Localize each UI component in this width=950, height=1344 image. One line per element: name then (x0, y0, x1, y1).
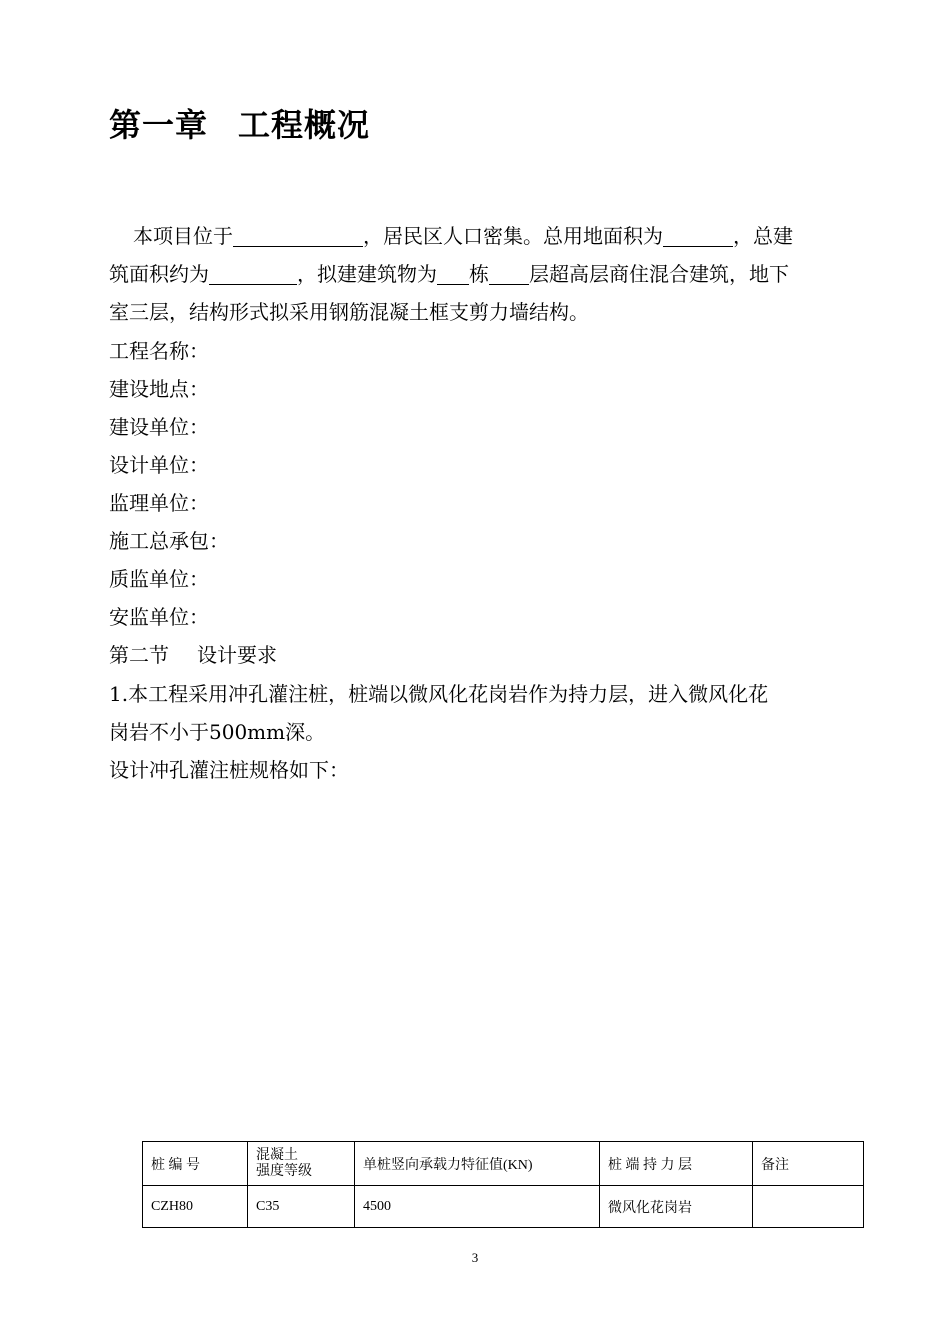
header-pile-number: 桩 编 号 (143, 1142, 248, 1186)
field-project-name: 工程名称： (109, 339, 209, 363)
page-number: 3 (471, 1250, 479, 1265)
table-header-row (143, 1142, 864, 1186)
storey-count-blank (489, 264, 529, 285)
field-safety-supervision: 安监单位： (109, 605, 209, 629)
cell-bearing-capacity: 4500 (355, 1186, 600, 1228)
intro-line-2: 筑面积约为 ，拟建建筑物为 栋 层超高层商住混合建筑，地下 (109, 262, 789, 286)
chapter-title (109, 100, 370, 146)
field-supervisor: 监理单位： (109, 491, 209, 515)
pile-spec-table (142, 1141, 864, 1228)
building-count-blank (437, 264, 469, 285)
header-bearing-layer: 桩 端 持 力 层 (600, 1142, 753, 1186)
chapter-number: 第一章 (109, 106, 209, 144)
section-number: 第二节 (109, 643, 169, 667)
header-concrete-grade: 混凝土 强度等级 (248, 1142, 355, 1186)
requirement-line-3: 设计冲孔灌注桩规格如下： (109, 758, 349, 782)
cell-remarks (753, 1186, 864, 1228)
field-designer: 设计单位： (109, 453, 209, 477)
field-general-contractor: 施工总承包： (109, 529, 229, 553)
location-blank (233, 226, 363, 247)
cell-concrete-grade: C35 (248, 1186, 355, 1228)
table-row (143, 1186, 864, 1228)
intro-line-3: 室三层，结构形式拟采用钢筋混凝土框支剪力墙结构。 (109, 300, 589, 324)
land-area-blank (663, 226, 733, 247)
intro-line-1: 本项目位于 ，居民区人口密集。总用地面积为 ，总建 (133, 224, 793, 248)
cell-pile-number: CZH80 (143, 1186, 248, 1228)
section-heading (109, 645, 277, 665)
cell-bearing-layer: 微风化花岗岩 (600, 1186, 753, 1228)
field-owner: 建设单位： (109, 415, 209, 439)
chapter-heading: 工程概况 (238, 106, 371, 144)
header-bearing-capacity: 单桩竖向承载力特征值(KN) (355, 1142, 600, 1186)
requirement-line-1: 1.本工程采用冲孔灌注桩，桩端以微风化花岗岩作为持力层，进入微风化花 (109, 682, 769, 706)
header-remarks: 备注 (753, 1142, 864, 1186)
field-quality-supervision: 质监单位： (109, 567, 209, 591)
field-site-location: 建设地点： (109, 377, 209, 401)
section-title: 设计要求 (197, 643, 277, 667)
floor-area-blank (209, 264, 297, 285)
requirement-line-2: 岗岩不小于500mm深。 (109, 720, 326, 744)
